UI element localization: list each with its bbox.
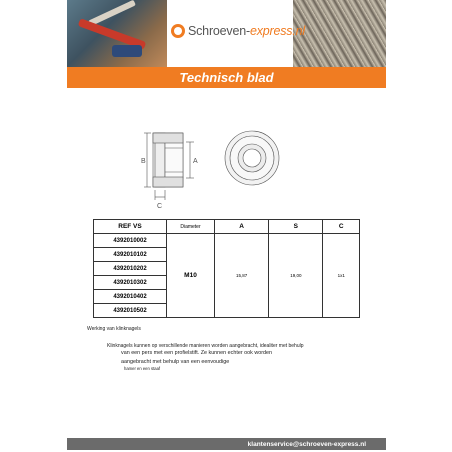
table-row [94, 234, 360, 248]
a-cell: 15,87 [215, 234, 269, 318]
header-a: A [215, 220, 269, 234]
notes-line-3: aangebracht met behulp van een eenvoudige [121, 358, 230, 365]
brand-logo [171, 24, 305, 38]
ref-cell: 4392010102 [94, 248, 167, 262]
ref-cell: 4392010402 [94, 290, 167, 304]
page-title: Technisch blad [179, 70, 274, 85]
label-c: C [157, 203, 163, 210]
notes-line-1: Klinknagels kunnen op verschillende manieren worden aangebracht, idealiter met behulp [107, 343, 304, 349]
notes-heading: Werking van klinknagels [87, 326, 141, 332]
label-b: B [141, 158, 146, 165]
notes-section [87, 326, 377, 371]
side-view [144, 133, 194, 200]
notes-line-4: hamer en een staaf [124, 366, 161, 371]
title-bar [67, 67, 386, 88]
logo-text: Schroeven-express.nl [188, 24, 305, 38]
s-cell: 19,00 [269, 234, 323, 318]
spec-table [93, 219, 360, 318]
c-cell: 1x1 [323, 234, 360, 318]
technical-drawing [67, 120, 386, 210]
screws-photo [293, 0, 386, 67]
label-a: A [193, 158, 198, 165]
header-ref: REF VS [94, 220, 167, 234]
ref-cell: 4392010302 [94, 276, 167, 290]
footer-email: klantenservice@schroeven-express.nl [247, 440, 366, 448]
header-c: C [323, 220, 360, 234]
header-diameter: Diameter [167, 220, 215, 234]
tools-photo [67, 0, 167, 67]
diameter-cell: M10 [167, 234, 215, 318]
logo-icon [171, 24, 185, 38]
front-view [225, 131, 279, 185]
ref-cell: 4392010502 [94, 304, 167, 318]
notes-line-2: van een pers met een profielstift. Ze kunnen echter ook worden [121, 350, 273, 356]
footer-bar [67, 438, 386, 450]
ref-cell: 4392010202 [94, 262, 167, 276]
header-s: S [269, 220, 323, 234]
header-banner [67, 0, 386, 67]
ref-cell: 4392010002 [94, 234, 167, 248]
technical-sheet [67, 0, 386, 452]
